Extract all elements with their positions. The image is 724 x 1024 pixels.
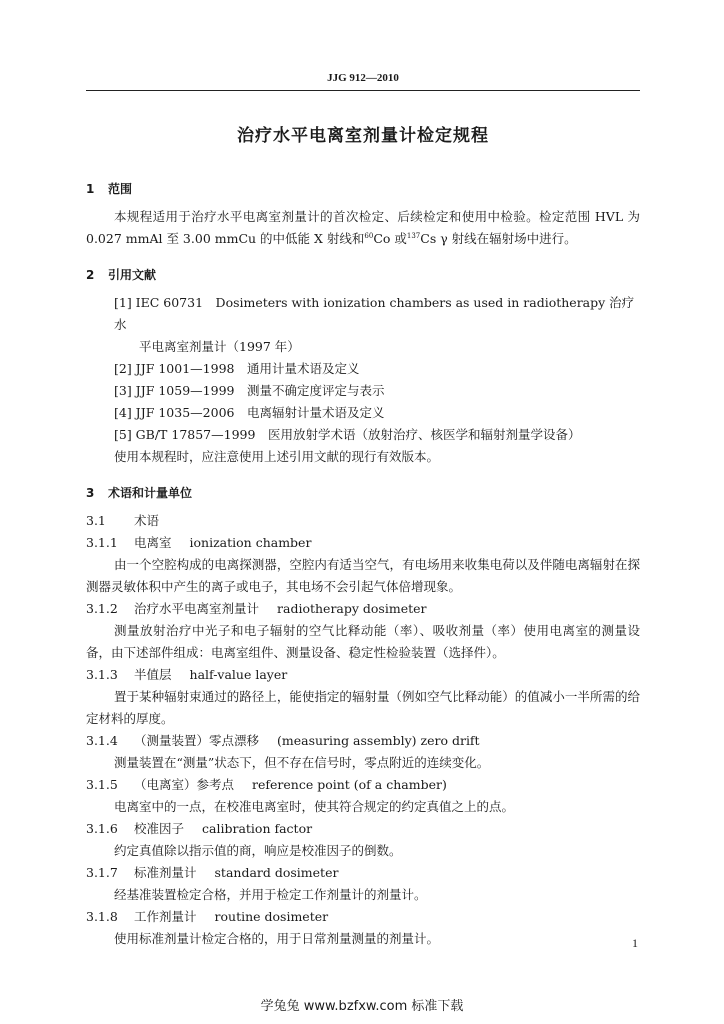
footer-watermark-text: 学兔兔 www.bzfxw.com 标准下载 [260, 999, 464, 1014]
term-definition: 电离室中的一点，在校准电离室时，使其符合规定的约定真值之上的点。 [114, 799, 515, 814]
term-definition: 由一个空腔构成的电离探测器，空腔内有适当空气，有电场用来收集电荷以及伴随电离辐射在探测器灵敏体积中产生的离子或电子，其电场不会引起气体倍增现象。 [86, 557, 640, 594]
header-divider [86, 90, 640, 91]
term-heading: 3.1.3 半值层 half-value layer [86, 667, 288, 682]
term-heading: 3.1.7 标准剂量计 standard dosimeter [86, 865, 339, 880]
reference-item-continued: 平电离室剂量计（1997 年） [139, 339, 300, 354]
term-definition: 使用标准剂量计检定合格的，用于日常剂量测量的剂量计。 [114, 931, 440, 946]
term-definition: 测量装置在“测量”状态下，但不存在信号时，零点附近的连续变化。 [114, 755, 490, 770]
reference-item: [3] JJF 1059—1999 测量不确定度评定与表示 [114, 383, 385, 398]
subsection-3-1-heading: 3.1 术语 [86, 513, 160, 528]
document-body [86, 178, 640, 950]
section-1-paragraph: 本规程适用于治疗水平电离室剂量计的首次检定、后续检定和使用中检验。检定范围 HVL 为 0.027 mmAl 至 3.00 mmCu 的中低能 X 射线和$^{60}$Co 或$^{137}$Cs γ 射线在辐射场中进行。 [86, 209, 640, 246]
term-definition: 置于某种辐射束通过的路径上，能使指定的辐射量（例如空气比释动能）的值减小一半所需的给定材料的厚度。 [86, 689, 640, 726]
reference-item: [5] GB/T 17857—1999 医用放射学术语（放射治疗、核医学和辐射剂量学设备） [114, 427, 581, 442]
term-heading: 3.1.4 （测量装置）零点漂移 (measuring assembly) zero drift [86, 733, 480, 748]
term-heading: 3.1.6 校准因子 calibration factor [86, 821, 313, 836]
page-title: 治疗水平电离室剂量计检定规程 [237, 126, 489, 146]
section-3-heading: 3 术语和计量单位 [86, 486, 193, 500]
term-definition: 约定真值除以指示值的商，响应是校准因子的倒数。 [114, 843, 402, 858]
document-code-header: JJG 912—2010 [327, 72, 399, 84]
reference-item: [4] JJF 1035—2006 电离辐射计量术语及定义 [114, 405, 385, 420]
reference-item: [2] JJF 1001—1998 通用计量术语及定义 [114, 361, 360, 376]
reference-item: [1] IEC 60731 Dosimeters with ionization chambers as used in radiotherapy 治疗水 [114, 295, 635, 332]
term-definition: 经基准装置检定合格，并用于检定工作剂量计的剂量计。 [114, 887, 427, 902]
section-2-heading: 2 引用文献 [86, 268, 157, 282]
term-heading: 3.1.2 治疗水平电离室剂量计 radiotherapy dosimeter [86, 601, 427, 616]
term-definition: 测量放射治疗中光子和电子辐射的空气比释动能（率）、吸收剂量（率）使用电离室的测量设备，由下述部件组成：电离室组件、测量设备、稳定性检验装置（选择件）。 [86, 623, 640, 660]
term-heading: 3.1.1 电离室 ionization chamber [86, 535, 312, 550]
page-number: 1 [632, 936, 638, 950]
term-heading: 3.1.8 工作剂量计 routine dosimeter [86, 909, 329, 924]
section-1-heading: 1 范围 [86, 182, 133, 196]
term-heading: 3.1.5 （电离室）参考点 reference point (of a chamber) [86, 777, 447, 792]
reference-note: 使用本规程时，应注意使用上述引用文献的现行有效版本。 [114, 449, 440, 464]
